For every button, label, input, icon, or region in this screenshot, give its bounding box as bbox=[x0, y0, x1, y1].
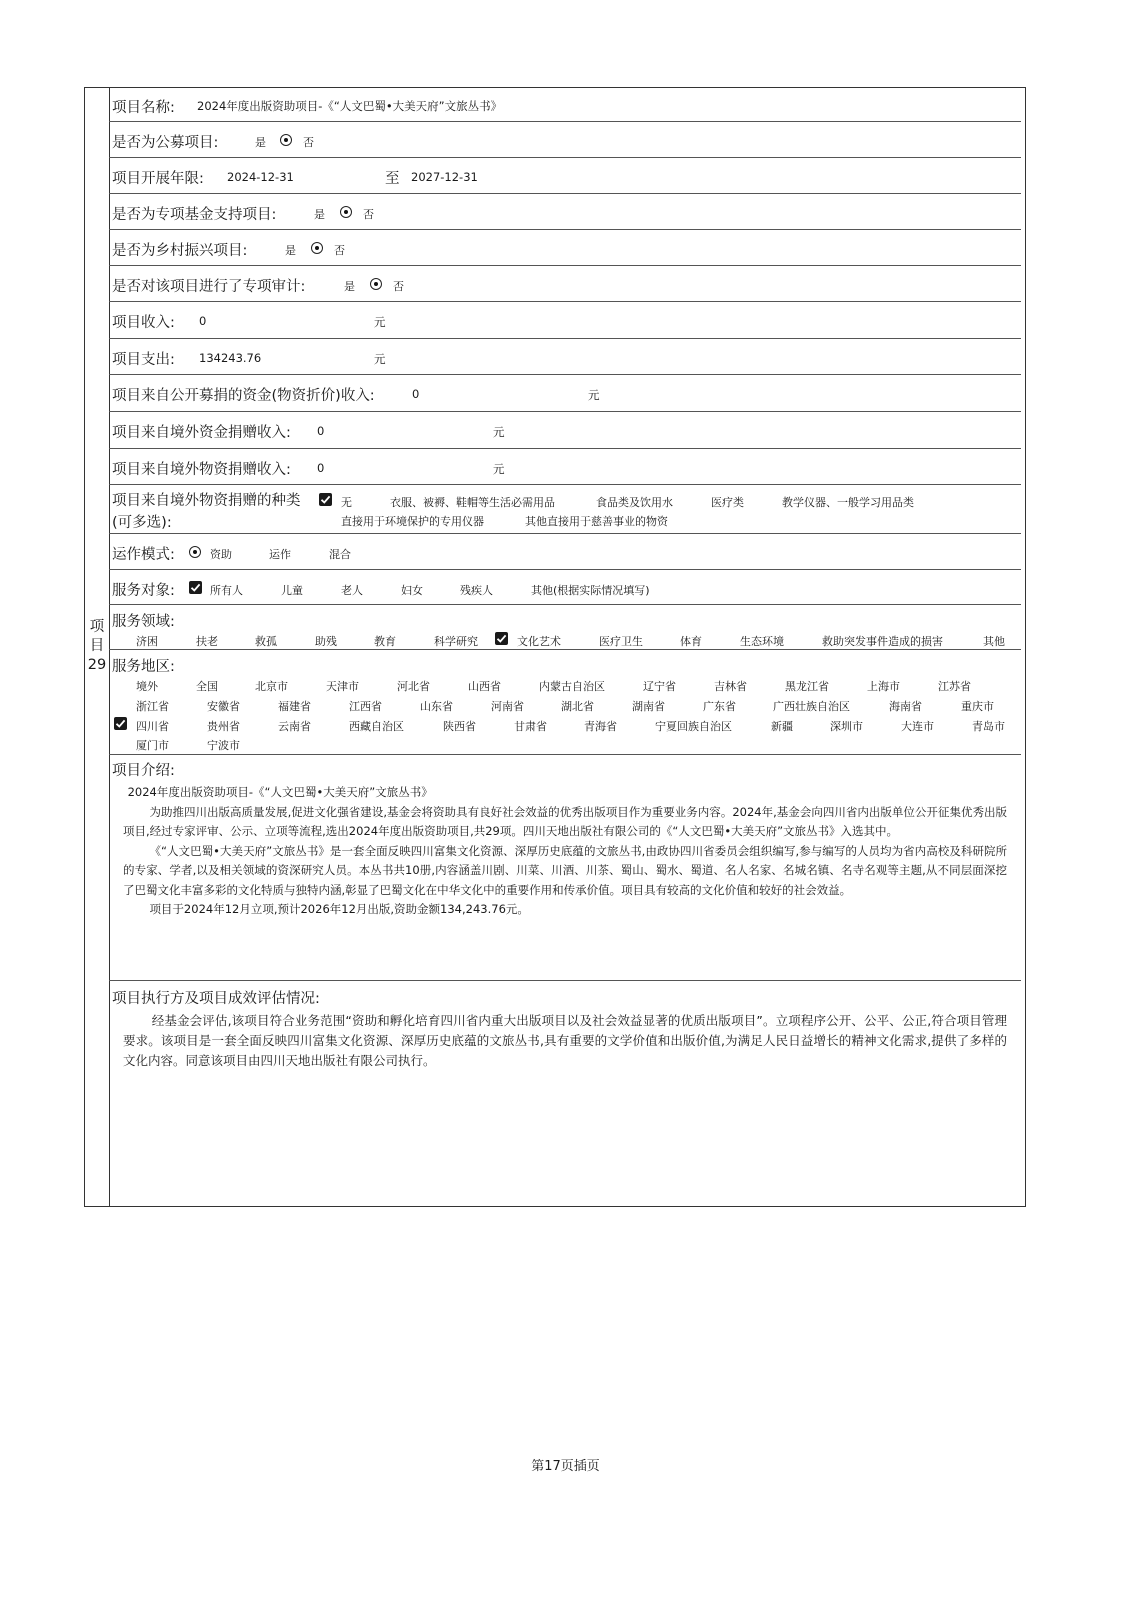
goods-none-checkbox[interactable] bbox=[319, 493, 332, 506]
field-option-orphans[interactable]: 救孤 bbox=[255, 635, 277, 648]
region-option[interactable]: 湖北省 bbox=[561, 700, 594, 713]
region-option[interactable]: 上海市 bbox=[867, 680, 900, 693]
region-option[interactable]: 江西省 bbox=[349, 700, 382, 713]
intro-paragraph: 为助推四川出版高质量发展,促进文化强省建设,基金会将资助具有良好社会效益的优秀出版项目作为重要业务内容。2024年,基金会向四川省内出版单位公开征集优秀出版项目,经过专家评审、公示、立项等流程,选出2024年度出版资助项目,共29项。四川天地出版社有限公司的《“人文巴蜀•大美天府”文旅丛书》入选其中。 bbox=[123, 804, 1007, 838]
intro-paragraph: 《“人文巴蜀•大美天府”文旅丛书》是一套全面反映四川富集文化资源、深厚历史底蕴的文旅丛书,由政协四川省委员会组织编写,参与编写的人员均为省内高校及科研院所的专家、学者,以及相关领域的资深研究人员。本丛书共10册,内容涵盖川剧、川菜、川酒、川茶、蜀山、蜀水、蜀道、名人名家、名城名镇、名寺名观等主题,从不同层面深挖了巴蜀文化丰富多彩的文化特质与独特内涵,彰显了巴蜀文化在中华文化中的重要作用和传承价值。项目具有较高的文化价值和较好的社会效益。 bbox=[123, 843, 1007, 897]
row-project-intro bbox=[109, 755, 1021, 981]
public-fundraising-label: 是否为公募项目: bbox=[112, 135, 219, 151]
field-option-science[interactable]: 科学研究 bbox=[434, 635, 478, 648]
special-fund-no-radio[interactable] bbox=[340, 206, 352, 218]
region-option[interactable]: 宁波市 bbox=[207, 739, 240, 752]
region-option[interactable]: 湖南省 bbox=[632, 700, 665, 713]
goods-option-environment[interactable]: 直接用于环境保护的专用仪器 bbox=[341, 515, 484, 528]
goods-types-label-line2: (可多选): bbox=[112, 515, 172, 531]
intro-paragraph: 项目于2024年12月立项,预计2026年12月出版,资助金额134,243.76元。 bbox=[149, 902, 529, 916]
rural-yes[interactable]: 是 bbox=[285, 244, 296, 257]
overseas-fund-label: 项目来自境外资金捐赠收入: bbox=[112, 425, 291, 441]
project-form bbox=[84, 87, 1026, 1207]
target-option-all[interactable]: 所有人 bbox=[210, 584, 243, 597]
public-fundraising-yes[interactable]: 是 bbox=[255, 136, 266, 149]
region-option[interactable]: 新疆 bbox=[771, 720, 793, 733]
region-option[interactable]: 内蒙古自治区 bbox=[539, 680, 605, 693]
service-target-label: 服务对象: bbox=[112, 583, 175, 599]
public-fundraising-no-radio[interactable] bbox=[280, 134, 292, 146]
region-option[interactable]: 西藏自治区 bbox=[349, 720, 404, 733]
row-evaluation bbox=[109, 981, 1021, 1206]
region-option[interactable]: 辽宁省 bbox=[643, 680, 676, 693]
overseas-fund-value: 0 bbox=[317, 424, 325, 438]
row-service-field bbox=[109, 605, 1021, 650]
row-project-name bbox=[109, 88, 1021, 122]
special-fund-no[interactable]: 否 bbox=[363, 208, 374, 221]
intro-title-paragraph: 2024年度出版资助项目-《“人文巴蜀•大美天府”文旅丛书》 bbox=[127, 785, 433, 799]
region-option[interactable]: 深圳市 bbox=[830, 720, 863, 733]
target-all-checkbox[interactable] bbox=[189, 581, 202, 594]
intro-label: 项目介绍: bbox=[112, 763, 175, 779]
field-option-ecology[interactable]: 生态环境 bbox=[740, 635, 784, 648]
overseas-fund-unit: 元 bbox=[493, 425, 505, 439]
field-option-sports[interactable]: 体育 bbox=[680, 635, 702, 648]
row-income bbox=[109, 302, 1021, 339]
period-label: 项目开展年限: bbox=[112, 171, 204, 187]
rural-no-radio[interactable] bbox=[311, 242, 323, 254]
period-end: 2027-12-31 bbox=[411, 170, 478, 184]
operation-label: 运作模式: bbox=[112, 547, 175, 563]
public-fundraising-no[interactable]: 否 bbox=[303, 136, 314, 149]
region-option[interactable]: 福建省 bbox=[278, 700, 311, 713]
expense-value: 134243.76 bbox=[199, 351, 262, 365]
target-option-elderly[interactable]: 老人 bbox=[341, 584, 363, 597]
goods-option-medical[interactable]: 医疗类 bbox=[711, 496, 744, 509]
operation-option-fund[interactable]: 资助 bbox=[210, 548, 232, 561]
row-special-fund bbox=[109, 194, 1021, 230]
region-option[interactable]: 广西壮族自治区 bbox=[773, 700, 850, 713]
field-option-emergency[interactable]: 救助突发事件造成的损害 bbox=[822, 635, 943, 648]
region-option[interactable]: 广东省 bbox=[703, 700, 736, 713]
region-option[interactable]: 贵州省 bbox=[207, 720, 240, 733]
region-option[interactable]: 陕西省 bbox=[443, 720, 476, 733]
target-option-other[interactable]: 其他(根据实际情况填写) bbox=[531, 584, 650, 597]
region-option[interactable]: 山西省 bbox=[468, 680, 501, 693]
intro-body bbox=[123, 783, 1007, 920]
field-option-disabled[interactable]: 助残 bbox=[315, 635, 337, 648]
rural-no[interactable]: 否 bbox=[334, 244, 345, 257]
region-option[interactable]: 厦门市 bbox=[136, 739, 169, 752]
row-overseas-goods bbox=[109, 449, 1021, 485]
row-operation bbox=[109, 534, 1021, 570]
audit-label: 是否对该项目进行了专项审计: bbox=[112, 279, 306, 295]
audit-yes[interactable]: 是 bbox=[344, 280, 355, 293]
goods-option-other-charity[interactable]: 其他直接用于慈善事业的物资 bbox=[525, 515, 668, 528]
region-option[interactable]: 黑龙江省 bbox=[785, 680, 829, 693]
region-option[interactable]: 境外 bbox=[136, 680, 158, 693]
region-option[interactable]: 云南省 bbox=[278, 720, 311, 733]
page-footer: 第17页插页 bbox=[531, 1459, 600, 1474]
side-column bbox=[85, 88, 110, 1206]
goods-option-teaching[interactable]: 教学仪器、一般学习用品类 bbox=[782, 496, 914, 509]
field-option-other[interactable]: 其他 bbox=[983, 635, 1005, 648]
income-unit: 元 bbox=[374, 315, 386, 329]
project-name-value: 2024年度出版资助项目-《“人文巴蜀•大美天府”文旅丛书》 bbox=[197, 99, 503, 113]
field-option-elderly[interactable]: 扶老 bbox=[196, 635, 218, 648]
row-period bbox=[109, 158, 1021, 194]
overseas-goods-value: 0 bbox=[317, 461, 325, 475]
region-option[interactable]: 甘肃省 bbox=[514, 720, 547, 733]
special-fund-label: 是否为专项基金支持项目: bbox=[112, 207, 277, 223]
region-option[interactable]: 河南省 bbox=[491, 700, 524, 713]
row-service-region bbox=[109, 650, 1021, 755]
region-option[interactable]: 安徽省 bbox=[207, 700, 240, 713]
region-option[interactable]: 河北省 bbox=[397, 680, 430, 693]
overseas-goods-label: 项目来自境外物资捐赠收入: bbox=[112, 462, 291, 478]
income-value: 0 bbox=[199, 314, 207, 328]
project-number-label: 项 目 29 bbox=[87, 619, 107, 673]
evaluation-paragraph: 经基金会评估,该项目符合业务范围“资助和孵化培育四川省内重大出版项目以及社会效益显著的优质出版项目”。立项程序公开、公平、公正,符合项目管理要求。该项目是一套全面反映四川富集文化资源、深厚历史底蕴的文旅丛书,具有重要的文学价值和出版价值,为满足人民日益增长的精神文化需求,提供了多样的文化内容。同意该项目由四川天地出版社有限公司执行。 bbox=[123, 1013, 1007, 1068]
field-option-culture[interactable]: 文化艺术 bbox=[517, 635, 561, 648]
region-option[interactable]: 四川省 bbox=[136, 720, 169, 733]
goods-option-daily[interactable]: 衣服、被褥、鞋帽等生活必需用品 bbox=[390, 496, 555, 509]
region-option[interactable]: 山东省 bbox=[420, 700, 453, 713]
region-option[interactable]: 北京市 bbox=[255, 680, 288, 693]
target-option-children[interactable]: 儿童 bbox=[281, 584, 303, 597]
field-option-health[interactable]: 医疗卫生 bbox=[599, 635, 643, 648]
row-public-donation bbox=[109, 375, 1021, 412]
row-goods-types bbox=[109, 485, 1021, 534]
public-donation-label: 项目来自公开募捐的资金(物资折价)收入: bbox=[112, 388, 375, 404]
region-option[interactable]: 大连市 bbox=[901, 720, 934, 733]
evaluation-body bbox=[123, 1011, 1007, 1071]
region-option[interactable]: 浙江省 bbox=[136, 700, 169, 713]
region-option[interactable]: 宁夏回族自治区 bbox=[655, 720, 732, 733]
row-public-fundraising bbox=[109, 122, 1021, 158]
region-option[interactable]: 青海省 bbox=[584, 720, 617, 733]
region-option[interactable]: 吉林省 bbox=[714, 680, 747, 693]
expense-label: 项目支出: bbox=[112, 352, 175, 368]
income-label: 项目收入: bbox=[112, 315, 175, 331]
row-service-target bbox=[109, 570, 1021, 605]
goods-types-label-line1: 项目来自境外物资捐赠的种类 bbox=[112, 493, 301, 509]
service-field-label: 服务领域: bbox=[112, 614, 175, 630]
period-start: 2024-12-31 bbox=[227, 170, 294, 184]
public-donation-value: 0 bbox=[412, 387, 420, 401]
field-culture-checkbox[interactable] bbox=[495, 632, 508, 645]
field-option-poverty[interactable]: 济困 bbox=[136, 635, 158, 648]
expense-unit: 元 bbox=[374, 352, 386, 366]
audit-no-radio[interactable] bbox=[370, 278, 382, 290]
service-region-label: 服务地区: bbox=[112, 659, 175, 675]
goods-option-food[interactable]: 食品类及饮用水 bbox=[596, 496, 673, 509]
region-option[interactable]: 全国 bbox=[196, 680, 218, 693]
row-overseas-fund bbox=[109, 412, 1021, 449]
special-fund-yes[interactable]: 是 bbox=[314, 208, 325, 221]
project-name-label: 项目名称: bbox=[112, 100, 175, 116]
row-rural bbox=[109, 230, 1021, 266]
operation-option-mixed[interactable]: 混合 bbox=[329, 548, 351, 561]
operation-fund-radio[interactable] bbox=[189, 546, 201, 558]
region-option[interactable]: 海南省 bbox=[889, 700, 922, 713]
evaluation-label: 项目执行方及项目成效评估情况: bbox=[112, 991, 320, 1007]
operation-option-operate[interactable]: 运作 bbox=[269, 548, 291, 561]
rural-label: 是否为乡村振兴项目: bbox=[112, 243, 248, 259]
region-option[interactable]: 天津市 bbox=[326, 680, 359, 693]
row-expense bbox=[109, 339, 1021, 375]
region-option[interactable]: 江苏省 bbox=[938, 680, 971, 693]
target-option-women[interactable]: 妇女 bbox=[401, 584, 423, 597]
period-to: 至 bbox=[385, 171, 400, 187]
region-sichuan-checkbox[interactable] bbox=[114, 717, 127, 730]
overseas-goods-unit: 元 bbox=[493, 462, 505, 476]
field-option-education[interactable]: 教育 bbox=[374, 635, 396, 648]
goods-option-none[interactable]: 无 bbox=[341, 496, 352, 509]
region-option[interactable]: 重庆市 bbox=[961, 700, 994, 713]
public-donation-unit: 元 bbox=[588, 388, 600, 402]
audit-no[interactable]: 否 bbox=[393, 280, 404, 293]
row-audit bbox=[109, 266, 1021, 302]
region-option[interactable]: 青岛市 bbox=[972, 720, 1005, 733]
target-option-disabled[interactable]: 残疾人 bbox=[460, 584, 493, 597]
